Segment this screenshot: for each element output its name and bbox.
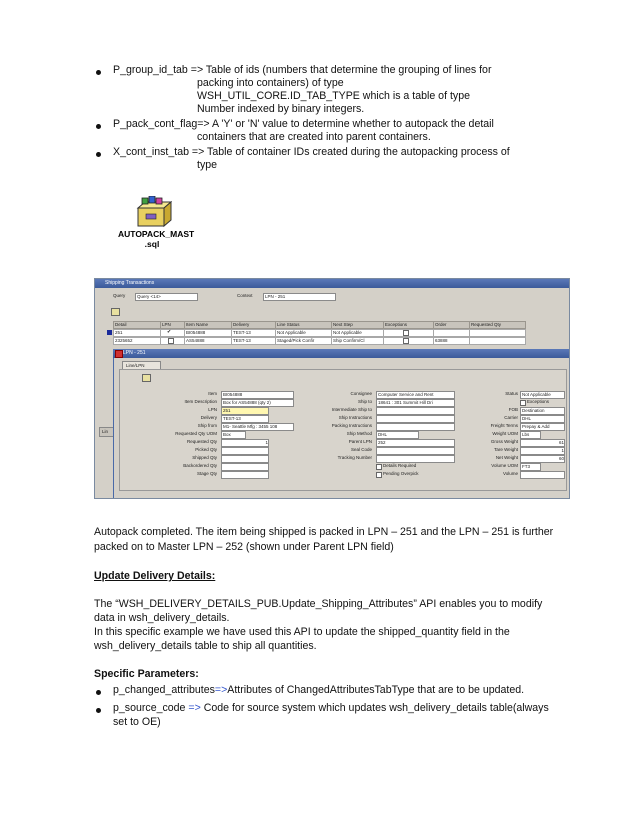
ship-instructions-field[interactable] bbox=[376, 415, 455, 423]
bullet-source-code bbox=[113, 702, 549, 716]
grid-header-requested-qty: Requested Qty bbox=[469, 321, 526, 329]
table-cell[interactable] bbox=[469, 337, 526, 345]
table-cell[interactable]: 63888 bbox=[433, 337, 470, 345]
ship-from-label: Ship from bbox=[197, 423, 217, 428]
row-selector[interactable] bbox=[107, 330, 112, 335]
section-heading-specific-params: Specific Parameters: bbox=[94, 668, 199, 680]
pending-overpick-checkbox[interactable] bbox=[376, 472, 382, 478]
shipped-qty-field[interactable] bbox=[221, 455, 269, 463]
intermediate-ship-to-field[interactable] bbox=[376, 407, 455, 415]
bullet-text-pack-cont-flag: P_pack_cont_flag=> A 'Y' or 'N' value to determine whether to autopack the detail bbox=[113, 118, 494, 130]
volume-uom-field[interactable]: FT3 bbox=[520, 463, 541, 471]
bullet-changed-attributes bbox=[113, 684, 524, 698]
api-paragraph-line2: data in wsh_delivery_details. bbox=[94, 612, 230, 624]
table-cell[interactable]: Not Applicable bbox=[275, 329, 332, 337]
bullet-text-group-id-cont2: WSH_UTIL_CORE.ID_TAB_TYPE which is a table of type bbox=[197, 90, 470, 102]
bullet-dot bbox=[96, 152, 101, 157]
bullet-text-cont-inst-tab: X_cont_inst_tab => Table of container IDs created during the autopacking process of bbox=[113, 146, 510, 158]
freight-terms-label: Freight Terms bbox=[490, 423, 518, 428]
requested-qty-label: Requested Qty bbox=[186, 439, 217, 444]
weight-uom-label: Weight UOM bbox=[492, 431, 518, 436]
lpn-label: LPN bbox=[208, 407, 217, 412]
folder-icon[interactable] bbox=[142, 374, 151, 382]
parent-lpn-field[interactable]: 252 bbox=[376, 439, 455, 447]
gross-weight-field[interactable]: 61 bbox=[520, 439, 565, 447]
tare-weight-label: Tare Weight bbox=[494, 447, 518, 452]
grid-header-detail: Detail bbox=[113, 321, 161, 329]
requested-qty-field[interactable]: 1 bbox=[221, 439, 269, 447]
bullet-text-group-id: P_group_id_tab => Table of ids (numbers that determine the grouping of lines for bbox=[113, 64, 492, 76]
tracking-number-label: Tracking Number bbox=[337, 455, 372, 460]
bullet-text-group-id-cont3: Number indexed by binary integers. bbox=[197, 103, 365, 115]
bullet-dot bbox=[96, 70, 101, 75]
shipping-transactions-screenshot bbox=[94, 278, 570, 499]
requested-qty-uom-field[interactable]: Box bbox=[221, 431, 246, 439]
delivery-field[interactable]: TEST-13 bbox=[221, 415, 269, 423]
bullet-dot bbox=[96, 708, 101, 713]
api-paragraph-line3: In this specific example we have used this API to update the shipped_quantity field in the bbox=[94, 626, 510, 638]
package-label-ext: .sql bbox=[144, 239, 160, 249]
weight-uom-field[interactable]: Lbs bbox=[520, 431, 541, 439]
backordered-qty-label: Backordered Qty bbox=[183, 463, 217, 468]
item-field[interactable]: BI054888 bbox=[221, 391, 294, 399]
item-label: Item bbox=[208, 391, 217, 396]
grid-header-order: Order bbox=[433, 321, 470, 329]
table-cell[interactable]: AS54888 bbox=[184, 337, 232, 345]
exceptions-label: Exceptions bbox=[527, 399, 550, 404]
gross-weight-label: Gross Weight bbox=[490, 439, 518, 444]
requested-qty-uom-label: Requested Qty UOM bbox=[175, 431, 217, 436]
bullet-dot bbox=[96, 124, 101, 129]
table-cell[interactable]: BI054888 bbox=[184, 329, 232, 337]
context-field[interactable]: LPN - 251 bbox=[263, 293, 336, 301]
grid-header-delivery: Delivery bbox=[231, 321, 276, 329]
intermediate-ship-to-label: Intermediate Ship to bbox=[331, 407, 372, 412]
table-cell[interactable]: TEST-13 bbox=[231, 329, 276, 337]
grid-header-exceptions: Exceptions bbox=[383, 321, 434, 329]
consignee-field[interactable]: Computer Service and Rent bbox=[376, 391, 455, 399]
grid-header-item-name: Item Name bbox=[184, 321, 232, 329]
carrier-label: Carrier bbox=[504, 415, 518, 420]
package-label: AUTOPACK_MAST bbox=[118, 229, 195, 239]
tab-panel bbox=[119, 369, 567, 491]
volume-label: Volume bbox=[502, 471, 518, 476]
ship-from-field[interactable]: M1- Seattle Mfg : 3455 108 bbox=[221, 423, 294, 431]
item-description-field[interactable]: Box for AS54888 (qty 2) bbox=[221, 399, 294, 407]
bullet-text-group-id-cont1: packing into containers) of type bbox=[197, 77, 344, 89]
stage-qty-field[interactable] bbox=[221, 471, 269, 479]
close-icon[interactable] bbox=[115, 350, 123, 358]
ship-to-label: Ship to bbox=[357, 399, 372, 404]
package-box-icon bbox=[132, 196, 172, 228]
exceptions-checkbox[interactable] bbox=[403, 338, 409, 344]
seal-code-field[interactable] bbox=[376, 447, 455, 455]
details-required-label: Details Required bbox=[383, 463, 417, 468]
table-cell[interactable] bbox=[433, 329, 470, 337]
context-label: Context bbox=[237, 293, 253, 298]
net-weight-label: Net Weight bbox=[495, 455, 518, 460]
param-name: p_source_code bbox=[113, 702, 186, 714]
seal-code-label: Seal Code bbox=[350, 447, 372, 452]
exceptions-checkbox[interactable] bbox=[520, 400, 526, 406]
table-row[interactable]: 251 bbox=[113, 329, 161, 337]
ship-method-field[interactable]: DHL bbox=[376, 431, 419, 439]
ship-to-field[interactable]: 18641 : 301 Summit Hill Dri bbox=[376, 399, 455, 407]
api-paragraph-line4: wsh_delivery_details table to ship all quantities. bbox=[94, 640, 317, 652]
api-paragraph-line1: The “WSH_DELIVERY_DETAILS_PUB.Update_Shipping_Attributes” API enables you to modify bbox=[94, 598, 543, 610]
lines-tab[interactable]: Lin bbox=[99, 427, 117, 437]
grid-header-next-step: Next Step bbox=[331, 321, 384, 329]
picked-qty-field[interactable] bbox=[221, 447, 269, 455]
sql-package-icon[interactable] bbox=[118, 196, 195, 256]
bullet-text-pack-cont-flag-cont: containers that are created into parent containers. bbox=[197, 131, 431, 143]
shipped-qty-label: Shipped Qty bbox=[192, 455, 217, 460]
status-field[interactable]: Not Applicable bbox=[520, 391, 565, 399]
autopack-paragraph-line2: packed on to Master LPN – 252 (shown under Parent LPN field) bbox=[94, 541, 394, 553]
tab-line-lpn[interactable]: Line/LPN bbox=[122, 361, 161, 371]
ship-method-label: Ship Method bbox=[346, 431, 372, 436]
param-arrow: => bbox=[185, 702, 201, 714]
delivery-label: Delivery bbox=[200, 415, 217, 420]
tare-weight-field[interactable]: 1 bbox=[520, 447, 565, 455]
query-field[interactable]: Query <14> bbox=[135, 293, 198, 301]
freight-terms-field[interactable]: Prepay & Add bbox=[520, 423, 565, 431]
lpn-window-titlebar: LPN - 251 bbox=[113, 349, 569, 358]
table-cell[interactable] bbox=[469, 329, 526, 337]
param-arrow: => bbox=[214, 684, 228, 696]
status-label: Status bbox=[505, 391, 518, 396]
fob-field[interactable]: Destination bbox=[520, 407, 565, 415]
table-cell[interactable]: Staged/Pick Confir bbox=[275, 337, 332, 345]
param-desc: Code for source system which updates wsh_delivery_details table(always bbox=[200, 702, 549, 714]
volume-field[interactable] bbox=[520, 471, 565, 479]
table-cell[interactable] bbox=[160, 329, 185, 337]
lpn-checkbox[interactable] bbox=[168, 338, 174, 344]
ship-instructions-label: Ship Instructions bbox=[338, 415, 372, 420]
packing-instructions-label: Packing Instructions bbox=[331, 423, 372, 428]
param-desc: Attributes of ChangedAttributesTabType that are to be updated. bbox=[227, 684, 525, 696]
grid-header-line-status: Line Status bbox=[275, 321, 332, 329]
query-label: Query bbox=[113, 293, 126, 298]
back-window-titlebar: Shipping Transactions bbox=[95, 279, 570, 288]
section-heading-update-delivery: Update Delivery Details: bbox=[94, 570, 216, 582]
param-name: p_changed_attributes bbox=[113, 684, 215, 696]
item-description-label: Item Description bbox=[184, 399, 217, 404]
table-cell[interactable]: TEST-13 bbox=[231, 337, 276, 345]
find-icon[interactable] bbox=[111, 308, 120, 316]
net-weight-field[interactable]: 60 bbox=[520, 455, 565, 463]
table-cell[interactable]: Not Applicable bbox=[331, 329, 384, 337]
autopack-paragraph-line1: Autopack completed. The item being shipped is packed in LPN – 251 and the LPN – 251 is further bbox=[94, 526, 554, 538]
bullet-dot bbox=[96, 690, 101, 695]
exceptions-checkbox[interactable] bbox=[403, 330, 409, 336]
bullet-source-code-cont: set to OE) bbox=[113, 716, 161, 728]
grid-header-lpn: LPN bbox=[160, 321, 185, 329]
details-required-checkbox[interactable] bbox=[376, 464, 382, 470]
volume-uom-label: Volume UOM bbox=[491, 463, 518, 468]
table-cell[interactable]: Ship Confirm/Cl bbox=[331, 337, 384, 345]
bullet-text-cont-inst-tab-cont: type bbox=[197, 159, 218, 171]
fob-label: FOB bbox=[508, 407, 518, 412]
carrier-field[interactable]: DHL bbox=[520, 415, 565, 423]
stage-qty-label: Stage Qty bbox=[196, 471, 217, 476]
tracking-number-field[interactable] bbox=[376, 455, 455, 463]
pending-overpick-label: Pending Overpick bbox=[383, 471, 419, 476]
parent-lpn-label: Parent LPN bbox=[348, 439, 372, 444]
consignee-label: Consignee bbox=[350, 391, 372, 396]
table-row[interactable]: 2325652 bbox=[113, 337, 161, 345]
picked-qty-label: Picked Qty bbox=[195, 447, 217, 452]
lpn-checkmark-icon: ✔ bbox=[167, 329, 172, 335]
backordered-qty-field[interactable] bbox=[221, 463, 269, 471]
lpn-field[interactable]: 251 bbox=[221, 407, 269, 415]
packing-instructions-field[interactable] bbox=[376, 423, 455, 431]
